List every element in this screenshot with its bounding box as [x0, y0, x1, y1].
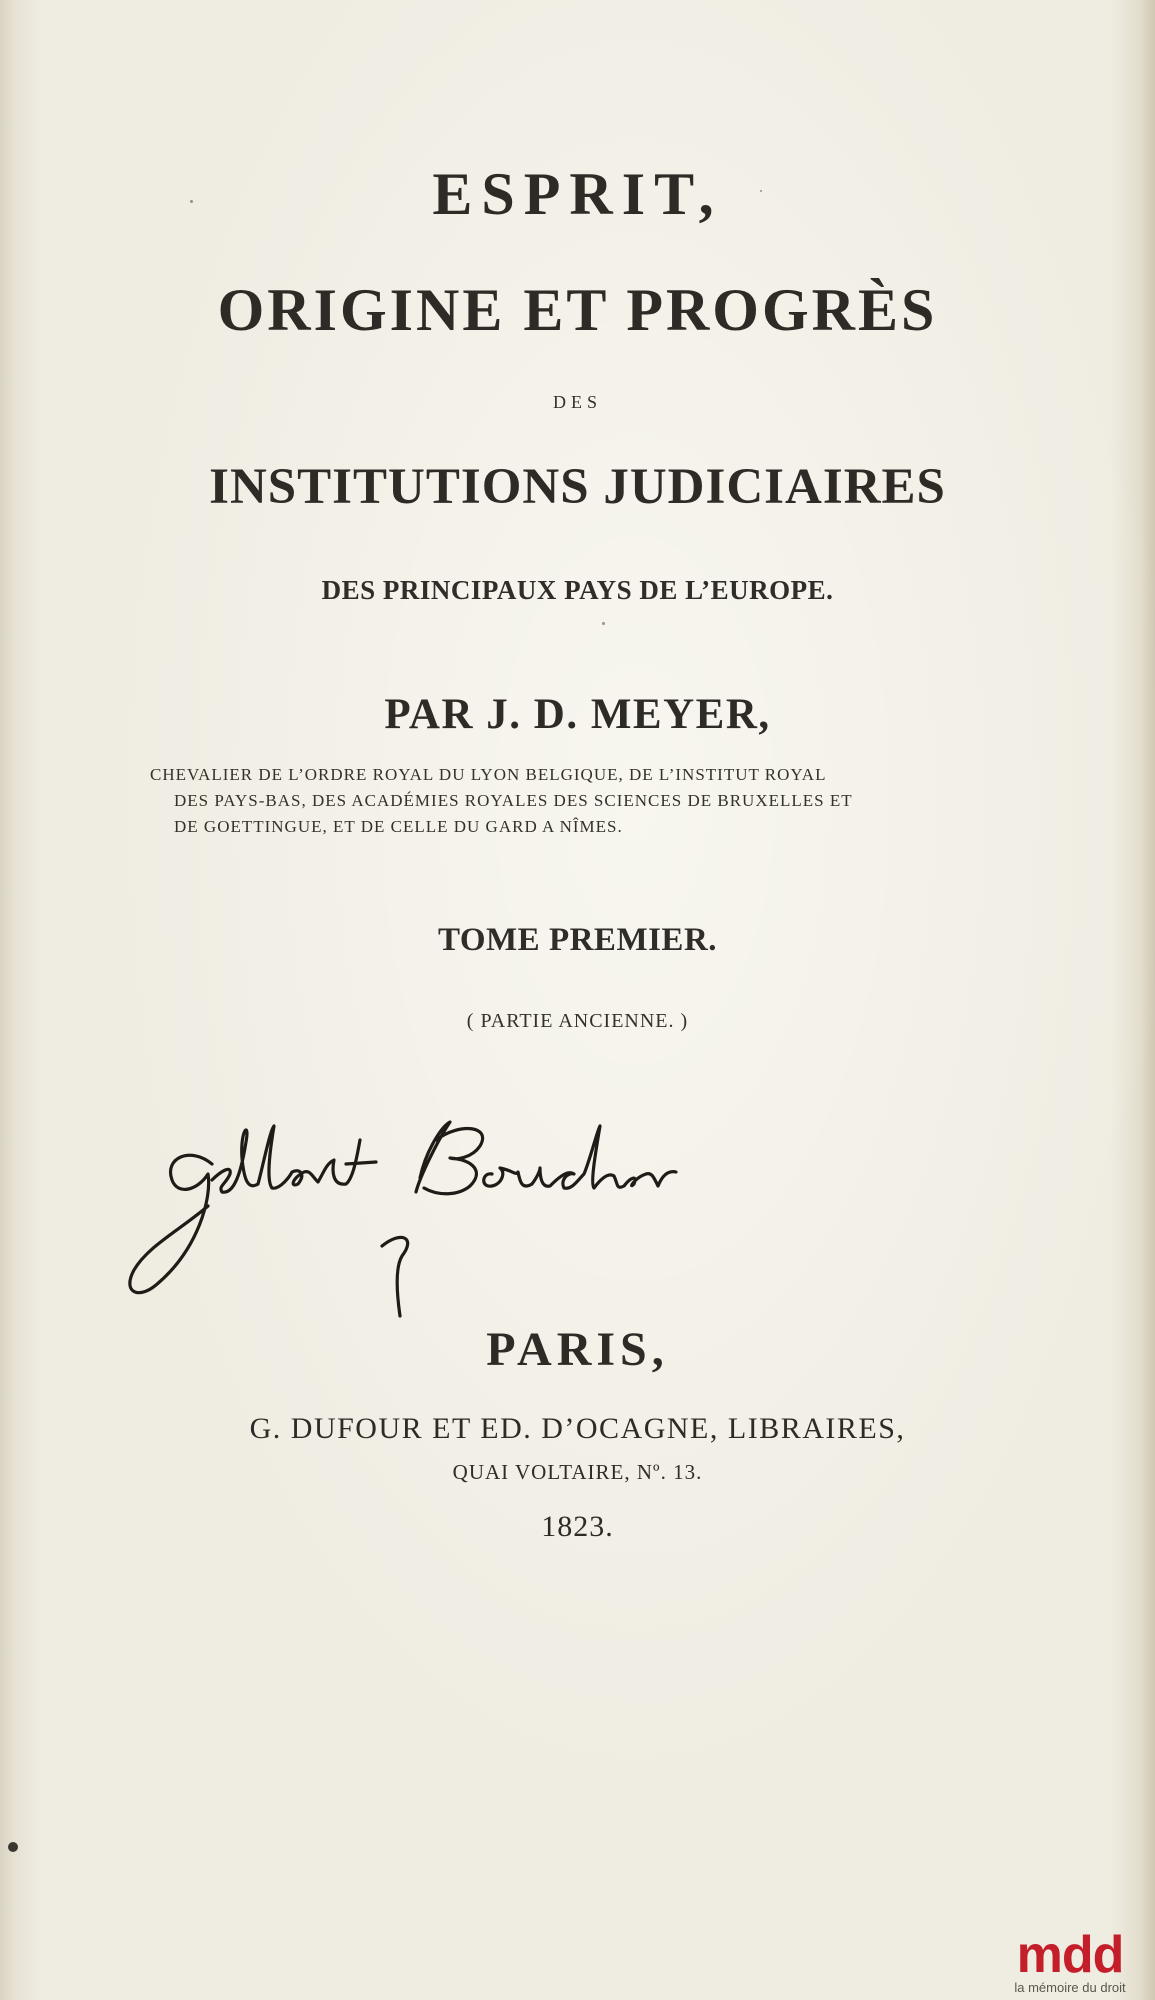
title-connector: DES — [552, 392, 602, 412]
title-line-2: ORIGINE ET PROGRÈS — [217, 277, 938, 343]
author-credentials-line-3: DE GOETTINGUE, ET DE CELLE DU GARD A NÎMES. — [174, 817, 623, 836]
publication-city: PARIS, — [486, 1323, 669, 1376]
publisher: G. DUFOUR ET ED. D’OCAGNE, LIBRAIRES, — [249, 1412, 906, 1445]
publication-year: 1823. — [541, 1510, 614, 1543]
title-line-1: ESPRIT, — [432, 161, 723, 227]
part-label: ( PARTIE ANCIENNE. ) — [466, 1010, 689, 1032]
author-credentials-line-1: CHEVALIER DE L’ORDRE ROYAL DU LYON BELGIQUE, DE L’INSTITUT ROYAL — [150, 765, 827, 784]
watermark-logo — [985, 1926, 1155, 2000]
title-line-3: INSTITUTIONS JUDICIAIRES — [209, 459, 946, 515]
paper-speck — [8, 1842, 18, 1852]
publisher-address: QUAI VOLTAIRE, Nº. 13. — [452, 1460, 703, 1484]
handwritten-signature — [120, 1080, 720, 1340]
logo-mark: mdd — [1016, 1926, 1124, 1984]
author-line: PAR J. D. MEYER, — [384, 691, 771, 738]
paper-speck — [190, 200, 193, 203]
volume-label: TOME PREMIER. — [437, 922, 718, 958]
paper-speck — [602, 622, 605, 625]
author-credentials-line-2: DES PAYS-BAS, DES ACADÉMIES ROYALES DES SCIENCES DE BRUXELLES ET — [174, 791, 853, 810]
paper-speck — [760, 190, 762, 192]
subtitle: DES PRINCIPAUX PAYS DE L’EUROPE. — [321, 575, 834, 605]
logo-tagline: la mémoire du droit — [1014, 1980, 1126, 1995]
